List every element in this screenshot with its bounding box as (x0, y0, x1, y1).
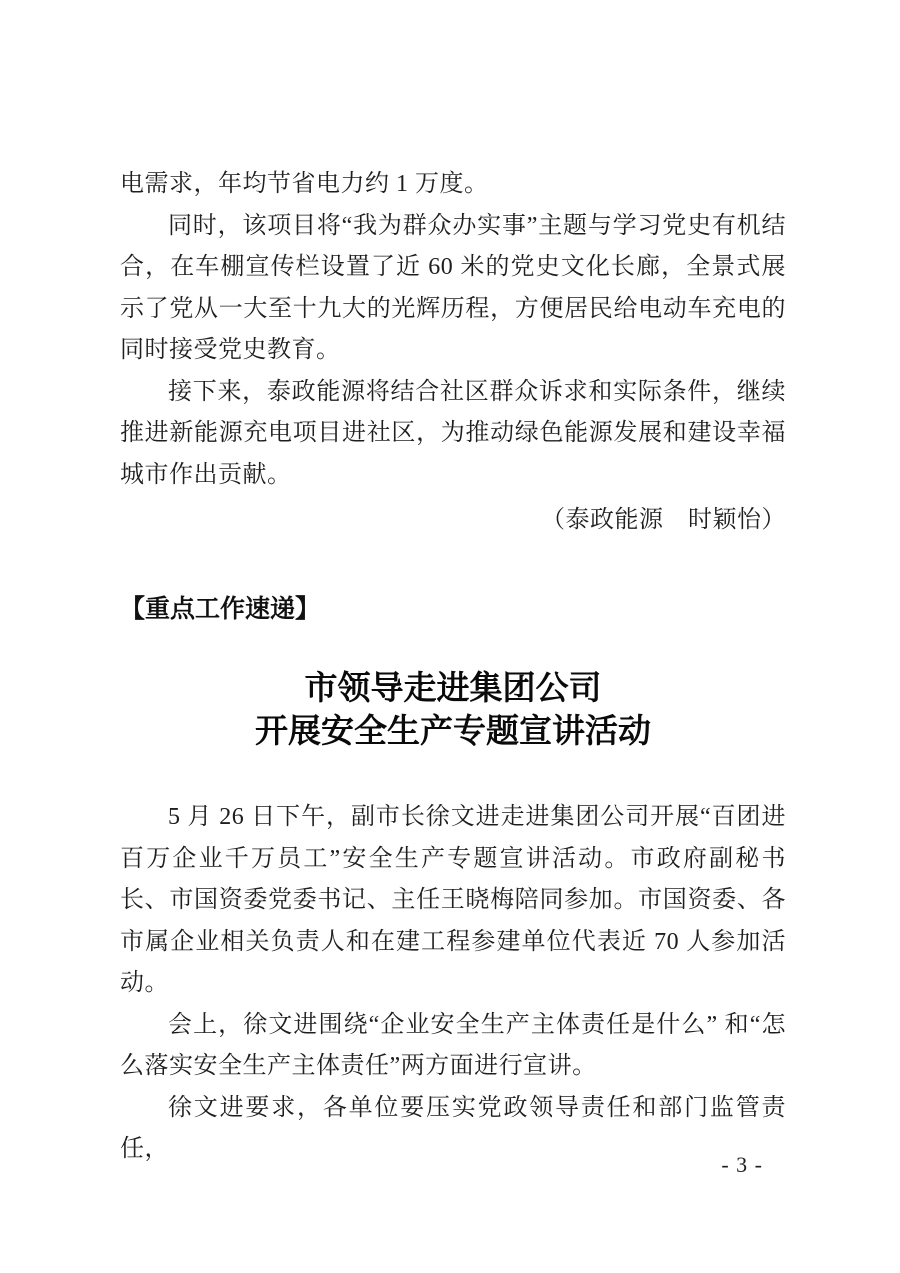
continuation-paragraph-3: 接下来，泰政能源将结合社区群众诉求和实际条件，继续推进新能源充电项目进社区，为推动绿色能源发展和建设幸福城市作出贡献。 (120, 378, 786, 488)
page-content (120, 164, 786, 1171)
section-header: 【重点工作速递】 (120, 595, 321, 623)
article-byline: （泰政能源 时颖怡） (541, 507, 786, 533)
article-title-line2: 开展安全生产专题宣讲活动 (255, 714, 651, 750)
article-title-line1: 市领导走进集团公司 (304, 671, 602, 707)
page-number: - 3 - (721, 1152, 763, 1177)
article-title (120, 668, 786, 754)
article-paragraph-3: 徐文进要求，各单位要压实党政领导责任和部门监管责任， (120, 1094, 786, 1162)
article-main (120, 668, 786, 1171)
article-paragraph-2: 会上，徐文进围绕“企业安全生产主体责任是什么” 和“怎么落实安全生产主体责任”两方面进行宣讲。 (120, 1011, 786, 1079)
continuation-paragraph-2: 同时，该项目将“我为群众办实事”主题与学习党史有机结合，在车棚宣传栏设置了近 60 米的党史文化长廊，全景式展示了党从一大至十九大的光辉历程，方便居民给电动车充电的同时接受党史教育。 (120, 212, 786, 363)
article-paragraph-1: 5 月 26 日下午，副市长徐文进走进集团公司开展“百团进百万企业千万员工”安全生产专题宣讲活动。市政府副秘书长、市国资委党委书记、主任王晓梅陪同参加。市国资委、各市属企业相关负责人和在建工程参建单位代表近 70 人参加活动。 (120, 804, 786, 996)
article-continuation (120, 164, 786, 542)
continuation-paragraph-1: 电需求，年均节省电力约 1 万度。 (120, 171, 489, 197)
